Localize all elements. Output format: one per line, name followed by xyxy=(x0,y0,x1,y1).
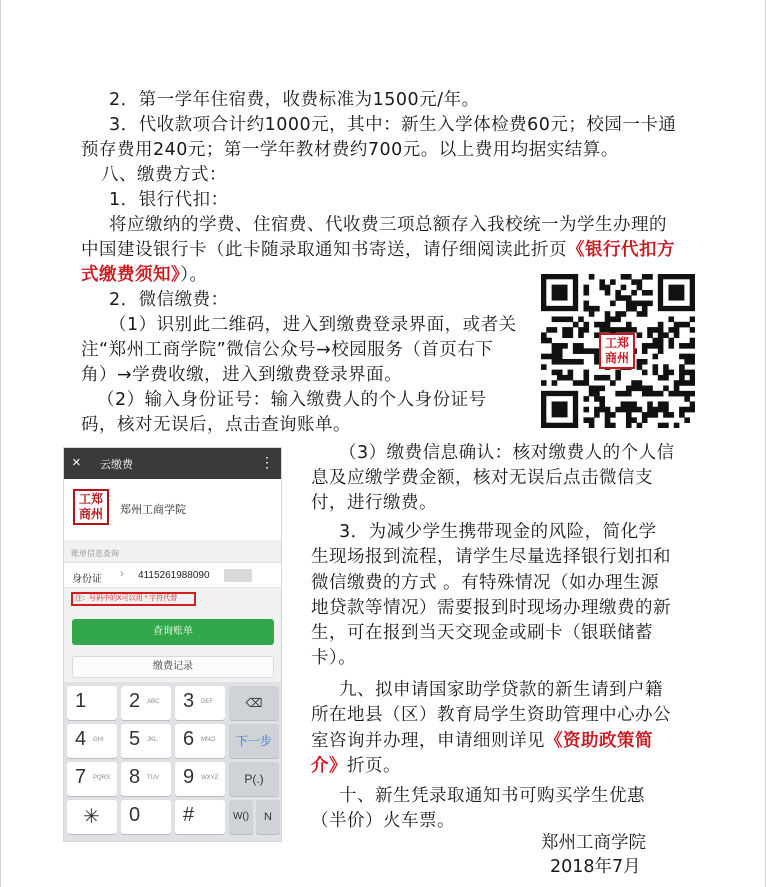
wechat-qr-code xyxy=(541,274,695,428)
key-4[interactable]: 4 GHI xyxy=(67,724,117,758)
qr-school-seal: 工郑 商州 xyxy=(599,333,635,369)
text-line-bank-2: 中国建设银行卡（此卡随录取通知书寄送，请仔细阅读此折页《银行代扣方 xyxy=(81,240,675,260)
id-card-input[interactable]: 4115261988090 xyxy=(138,570,210,581)
key-5[interactable]: 5 JKL xyxy=(121,724,171,758)
signature-date: 2018年7月 xyxy=(550,857,641,877)
id-input-note: 注：号码中的X可以用 * 字符代替 xyxy=(71,592,196,606)
text-line-loan-3: 室咨询并办理，申请细则详见《资助政策简 xyxy=(311,731,653,751)
blurred-digits xyxy=(224,569,252,582)
text-line-id-input-1: （2）输入身份证号：输入缴费人的个人身份证号 xyxy=(97,390,487,410)
close-icon[interactable]: × xyxy=(72,454,81,471)
text-line-wechat-2: 注“郑州工商学院”微信公众号→校园服务（首页右下 xyxy=(81,340,494,360)
text-line-confirm-1: （3）缴费信息确认：核对缴费人的个人信 xyxy=(339,443,675,463)
text-line-fee-accommodation: 2．第一学年住宿费，收费标准为1500元/年。 xyxy=(109,90,480,110)
school-header xyxy=(64,479,282,540)
text-line-loan-4: 介》折页。 xyxy=(311,756,401,776)
key-6[interactable]: 6 MNO xyxy=(175,724,225,758)
key-hash[interactable]: # xyxy=(175,800,225,834)
backspace-key[interactable] xyxy=(229,686,279,720)
text-line-cash-2: 生现场报到流程，请学生尽量选择银行划扣和 xyxy=(311,547,671,567)
text-line-confirm-2: 息及应缴学费金额，核对无误后点击微信支 xyxy=(311,468,653,488)
app-title: 云缴费 xyxy=(100,459,133,471)
text-line-collected-fees-cont: 预存费用240元；第一学年教材费约700元。以上费用均据实结算。 xyxy=(81,140,619,160)
numeric-keyboard xyxy=(64,682,282,842)
text-line-bank-1: 将应缴纳的学费、住宿费、代收费三项总额存入我校统一为学生办理的 xyxy=(109,215,667,235)
aid-policy-link-cont: 介》 xyxy=(311,756,347,776)
key-0[interactable]: 0 xyxy=(121,800,171,834)
key-8[interactable]: 8 TUV xyxy=(121,762,171,796)
key-7[interactable]: 7 PQRS xyxy=(67,762,117,796)
heading-payment-methods: 八、缴费方式： xyxy=(101,165,227,185)
aid-policy-link: 《资助政策简 xyxy=(545,731,653,751)
key-1[interactable]: 1 xyxy=(67,686,117,720)
signature-school: 郑州工商学院 xyxy=(541,833,646,853)
query-bill-button[interactable]: 查询账单 xyxy=(72,619,274,645)
payment-records-button[interactable]: 缴费记录 xyxy=(72,656,274,678)
text-line-cash-3: 微信缴费的方式 。有特殊情况（如办理生源 xyxy=(311,573,660,593)
key-9[interactable]: 9 WXYZ xyxy=(175,762,225,796)
n-key[interactable]: N xyxy=(256,800,280,834)
school-logo: 工郑 商州 xyxy=(73,489,109,525)
bill-query-section-label: 账单信息查询 xyxy=(71,549,119,558)
text-line-wechat-1: （1）识别此二维码，进入到缴费登录界面，或者关 xyxy=(109,315,517,335)
text-line-loan-1: 九、拟申请国家助学贷款的新生请到户籍 xyxy=(339,680,663,700)
w-paren-key[interactable]: W() xyxy=(229,800,253,834)
next-step-key[interactable]: 下一步 xyxy=(229,724,279,758)
text-line-wechat-3: 角）→学费收缴，进入到缴费登录界面。 xyxy=(81,365,403,385)
key-3[interactable]: 3 DEF xyxy=(175,686,225,720)
text-line-id-input-2: 码，核对无误后，点击查询账单。 xyxy=(81,415,351,435)
text-line-cash-4: 地贷款等情况）需要报到时现场办理缴费的新 xyxy=(311,598,671,618)
key-2[interactable]: 2 ABC xyxy=(121,686,171,720)
text-line-loan-2: 所在地县（区）教育局学生资助管理中心办公 xyxy=(311,705,671,725)
text-line-train-2: （半价）火车票。 xyxy=(311,811,455,831)
heading-wechat-payment: 2．微信缴费： xyxy=(109,290,229,310)
id-card-row[interactable] xyxy=(64,562,282,588)
bank-notice-link-cont: 式缴费须知》 xyxy=(81,265,181,285)
text-line-cash-5: 生，可在报到当天交现金或刷卡（银联储蓄 xyxy=(311,623,653,643)
bank-notice-link: 《银行代扣方 xyxy=(567,240,675,260)
app-top-bar xyxy=(64,448,282,479)
text-line-cash-1: 3．为减少学生携带现金的风险，简化学 xyxy=(339,522,657,542)
school-name: 郑州工商学院 xyxy=(120,504,186,516)
text-line-collected-fees: 3．代收款项合计约1000元，其中：新生入学体检费60元；校园一卡通 xyxy=(109,115,677,135)
chevron-right-icon: › xyxy=(120,568,124,580)
text-line-bank-3: 式缴费须知》）。 xyxy=(81,265,208,285)
text-line-confirm-3: 付，进行缴费。 xyxy=(311,493,437,513)
id-card-label: 身份证 xyxy=(72,574,102,585)
backspace-icon: ⌫ xyxy=(245,696,263,710)
key-star[interactable]: ✳ xyxy=(67,800,117,834)
phone-screenshot xyxy=(63,447,282,842)
text-line-cash-6: 卡）。 xyxy=(311,648,357,668)
more-menu-icon[interactable]: ⋮ xyxy=(260,454,274,470)
heading-bank-deduction: 1．银行代扣： xyxy=(109,190,229,210)
paren-key[interactable]: P(.) xyxy=(229,762,279,796)
text-line-train-1: 十、新生凭录取通知书可购买学生优惠 xyxy=(339,786,645,806)
